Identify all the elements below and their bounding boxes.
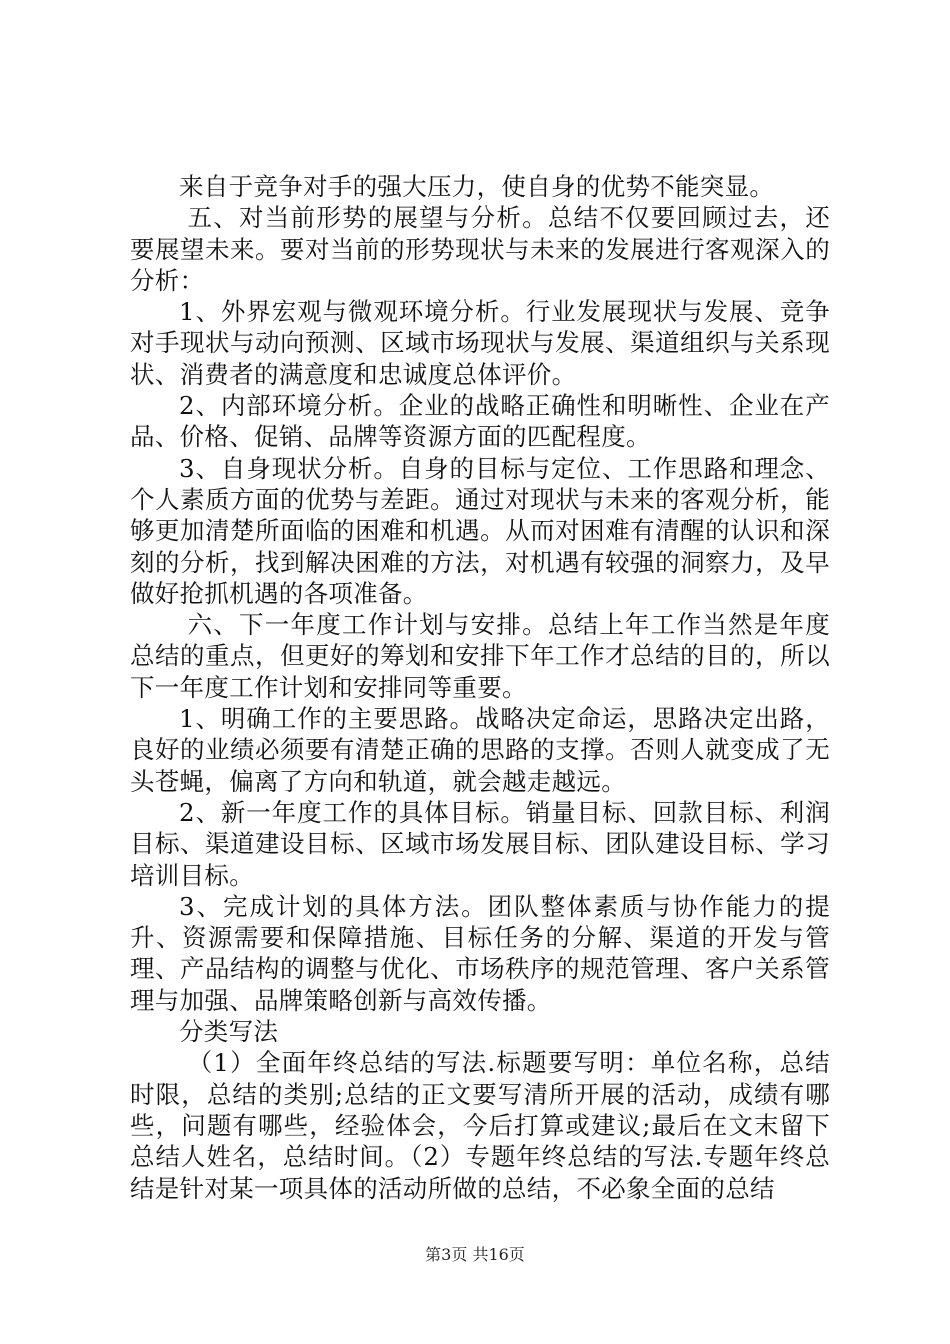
paragraph-11: （1）全面年终总结的写法.标题要写明：单位名称，总结时限，总结的类别;总结的正文要写清所开展的活动，成绩有哪些，问题有哪些，经验体会，今后打算或建议;最后在文末留下总结人姓名，总结时间。（2）专题年终总结的写法.专题年终总结是针对某一项具体的活动所做的总结，不必象全面的总结 — [130, 1048, 830, 1203]
page-footer: 第3页 共16页 — [425, 1245, 525, 1264]
document-body — [130, 171, 830, 1204]
paragraph-3: 1、外界宏观与微观环境分析。行业发展现状与发展、竞争对手现状与动向预测、区域市场现状与发展、渠道组织与关系现状、消费者的满意度和忠诚度总体评价。 — [130, 297, 830, 389]
paragraph-2: 五、对当前形势的展望与分析。总结不仅要回顾过去，还要展望未来。要对当前的形势现状与未来的发展进行客观深入的分析： — [130, 203, 830, 295]
paragraph-7: 1、明确工作的主要思路。战略决定命运，思路决定出路，良好的业绩必须要有清楚正确的思路的支撑。否则人就变成了无头苍蝇，偏离了方向和轨道，就会越走越远。 — [130, 704, 830, 796]
paragraph-4: 2、内部环境分析。企业的战略正确性和明晰性、企业在产品、价格、促销、品牌等资源方面的匹配程度。 — [130, 391, 830, 452]
paragraph-5: 3、自身现状分析。自身的目标与定位、工作思路和理念、个人素质方面的优势与差距。通过对现状与未来的客观分析，能够更加清楚所面临的困难和机遇。从而对困难有清醒的认识和深刻的分析，找到解决困难的方法，对机遇有较强的洞察力，及早做好抢抓机遇的各项准备。 — [130, 453, 830, 608]
paragraph-6: 六、下一年度工作计划与安排。总结上年工作当然是年度总结的重点，但更好的筹划和安排下年工作才总结的目的，所以下一年度工作计划和安排同等重要。 — [130, 610, 830, 702]
section-heading: 分类写法 — [179, 1017, 279, 1047]
paragraph-1: 来自于竞争对手的强大压力，使自身的优势不能突显。 — [179, 172, 775, 201]
paragraph-9: 3、完成计划的具体方法。团队整体素质与协作能力的提升、资源需要和保障措施、目标任务的分解、渠道的开发与管理、产品结构的调整与优化、市场秩序的规范管理、客户关系管理与加强、品牌策略创新与高效传播。 — [130, 891, 830, 1015]
paragraph-8: 2、新一年度工作的具体目标。销量目标、回款目标、利润目标、渠道建设目标、区域市场发展目标、团队建设目标、学习培训目标。 — [130, 797, 830, 890]
